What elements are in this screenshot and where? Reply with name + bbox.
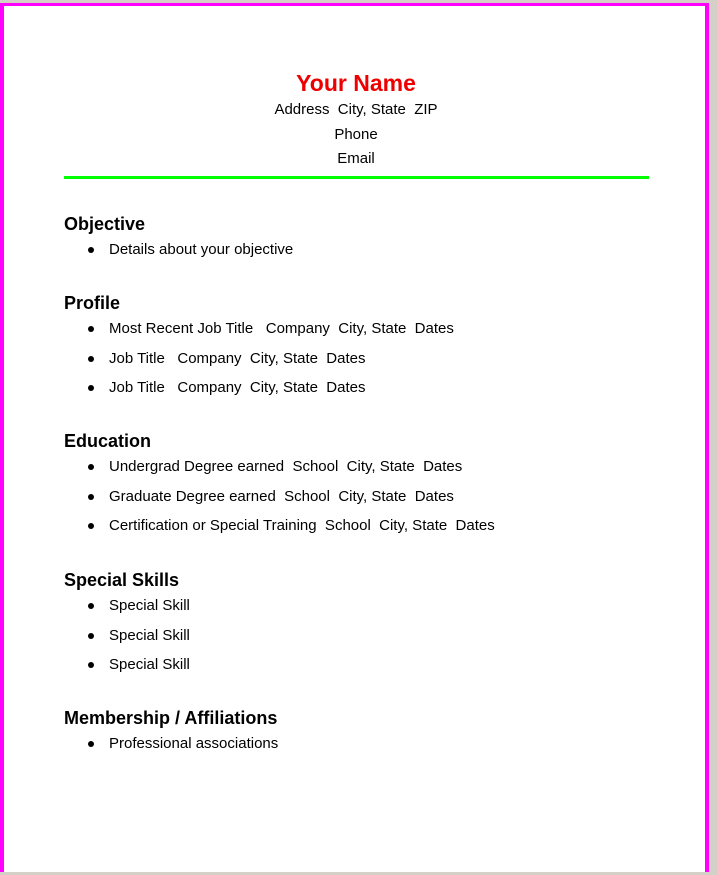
list-item bbox=[64, 452, 664, 482]
bullet-icon bbox=[88, 523, 94, 529]
section-title: Special Skills bbox=[64, 570, 180, 590]
item-text: Most Recent Job Title Company City, State Dates bbox=[109, 320, 454, 337]
list-item bbox=[64, 482, 664, 512]
item-text: Special Skill bbox=[109, 626, 190, 644]
list-item bbox=[64, 650, 664, 680]
bullet-icon bbox=[88, 662, 94, 668]
bullet-icon bbox=[88, 464, 94, 470]
email-line: Email bbox=[337, 150, 375, 167]
item-text: Certification or Special Training School City, State Dates bbox=[109, 517, 495, 535]
item-text: Job Title Company City, State Dates bbox=[109, 379, 366, 397]
list-item bbox=[64, 729, 664, 759]
list-item bbox=[64, 511, 664, 541]
item-list bbox=[64, 314, 664, 403]
section-education bbox=[64, 430, 664, 541]
item-text: Professional associations bbox=[109, 735, 279, 752]
section-objective bbox=[64, 213, 664, 265]
resume-name: Your Name bbox=[296, 70, 416, 96]
section-title: Objective bbox=[64, 214, 146, 234]
list-item bbox=[64, 591, 664, 621]
list-item bbox=[64, 314, 664, 344]
header-divider bbox=[64, 176, 649, 179]
bullet-icon bbox=[88, 633, 94, 639]
item-list bbox=[64, 591, 664, 680]
section-membership bbox=[64, 707, 664, 759]
bullet-icon bbox=[88, 603, 94, 609]
section-special-skills bbox=[64, 569, 664, 680]
item-list bbox=[64, 729, 664, 759]
bullet-icon bbox=[88, 385, 94, 391]
bullet-icon bbox=[88, 356, 94, 362]
bullet-icon bbox=[88, 741, 94, 747]
list-item bbox=[64, 235, 664, 265]
item-text: Details about your objective bbox=[109, 241, 294, 258]
item-text: Job Title Company City, State Dates bbox=[109, 349, 366, 367]
item-text: Special Skill bbox=[109, 597, 190, 614]
list-item bbox=[64, 373, 664, 403]
item-text: Special Skill bbox=[109, 656, 190, 674]
phone-line: Phone bbox=[334, 125, 378, 143]
bullet-icon bbox=[88, 494, 94, 500]
item-text: Undergrad Degree earned School City, State Dates bbox=[109, 458, 463, 475]
item-text: Graduate Degree earned School City, State Dates bbox=[109, 487, 454, 505]
section-title: Membership / Affiliations bbox=[64, 708, 278, 728]
bullet-icon bbox=[88, 247, 94, 253]
list-item bbox=[64, 621, 664, 651]
bullet-icon bbox=[88, 326, 94, 332]
item-list bbox=[64, 452, 664, 541]
section-profile bbox=[64, 292, 664, 403]
address-line: Address City, State ZIP bbox=[274, 101, 438, 118]
section-title: Profile bbox=[64, 293, 121, 313]
list-item bbox=[64, 344, 664, 374]
resume-header bbox=[64, 68, 648, 172]
resume-page bbox=[0, 3, 709, 872]
item-list bbox=[64, 235, 664, 265]
section-title: Education bbox=[64, 431, 152, 451]
